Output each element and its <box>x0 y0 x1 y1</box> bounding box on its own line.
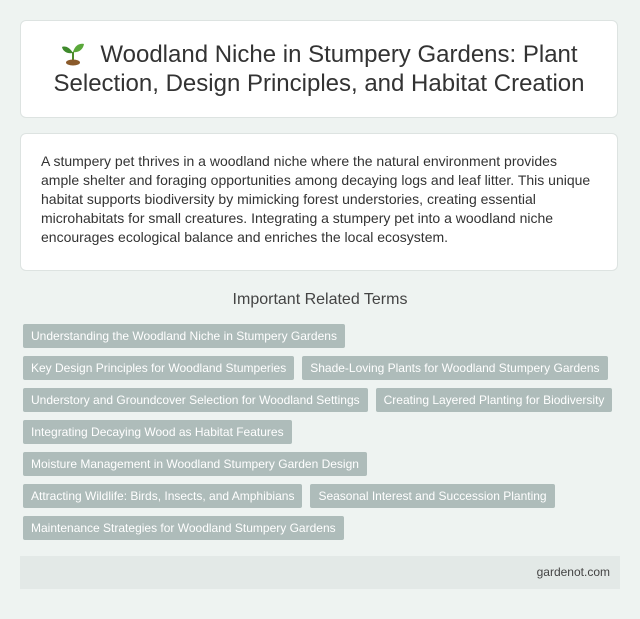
page-title-text: Woodland Niche in Stumpery Gardens: Plant Selection, Design Principles, and Habitat Creation <box>53 41 585 97</box>
description-card <box>20 133 618 271</box>
related-term-tag[interactable]: Attracting Wildlife: Birds, Insects, and Amphibians <box>23 484 302 508</box>
sprout-icon <box>60 40 86 66</box>
related-terms-list <box>23 324 623 540</box>
related-term-tag[interactable]: Creating Layered Planting for Biodiversity <box>376 388 613 412</box>
related-terms-heading: Important Related Terms <box>232 291 408 308</box>
description-text: A stumpery pet thrives in a woodland niche where the natural environment provides ample shelter and foraging opportunities among decaying logs and leaf litter. This unique habitat supports biodiversity by mimicking forest understories, creating essential microhabitats for small creatures. Integrating a stumpery pet into a woodland niche encourages ecological balance and enriches the local ecosystem. <box>41 153 591 245</box>
related-term-tag[interactable]: Maintenance Strategies for Woodland Stumpery Gardens <box>23 516 344 540</box>
footer <box>20 556 620 589</box>
related-term-tag[interactable]: Integrating Decaying Wood as Habitat Features <box>23 420 292 444</box>
related-term-tag[interactable]: Moisture Management in Woodland Stumpery Garden Design <box>23 452 367 476</box>
related-term-tag[interactable]: Seasonal Interest and Succession Planting <box>310 484 554 508</box>
related-term-tag[interactable]: Key Design Principles for Woodland Stumperies <box>23 356 294 380</box>
related-term-tag[interactable]: Understory and Groundcover Selection for Woodland Settings <box>23 388 368 412</box>
page-title <box>41 40 597 98</box>
related-term-tag[interactable]: Shade-Loving Plants for Woodland Stumpery Gardens <box>302 356 607 380</box>
footer-site-name: gardenot.com <box>536 565 610 579</box>
related-term-tag[interactable]: Understanding the Woodland Niche in Stumpery Gardens <box>23 324 345 348</box>
title-card <box>20 20 618 118</box>
